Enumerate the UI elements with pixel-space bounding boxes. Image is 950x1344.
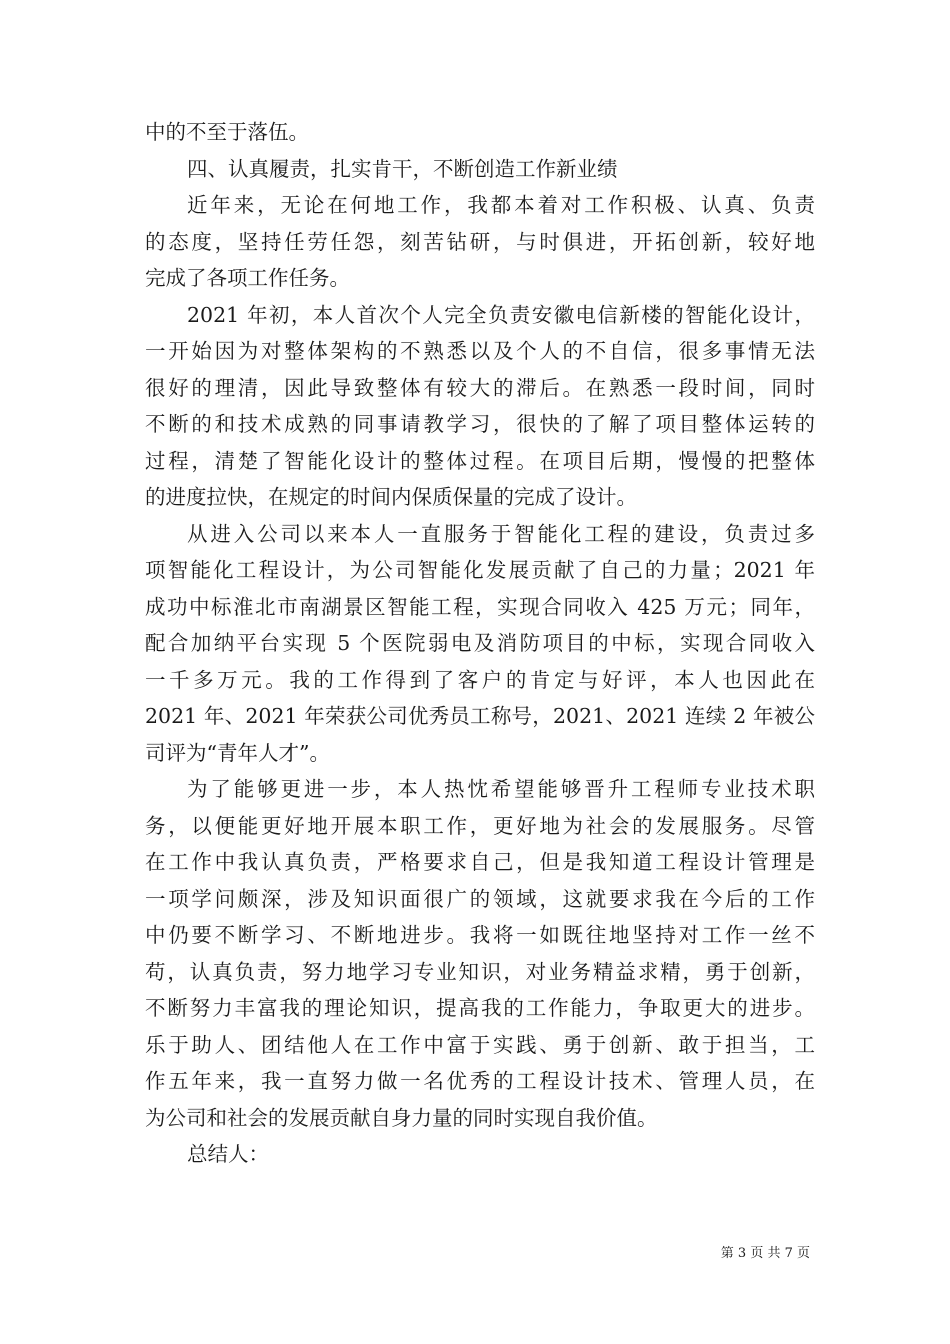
text-line: 苟，认真负责，努力地学习专业知识，对业务精益求精，勇于创新， <box>145 959 815 984</box>
text-line: 不断的和技术成熟的同事请教学习，很快的了解了项目整体运转的 <box>145 412 815 436</box>
text-line: 司评为“青年人才”。 <box>145 740 330 765</box>
text-line: 2021 年、2021 年荣获公司优秀员工称号，2021、2021 连续 2 年被公 <box>145 704 815 728</box>
text-line: 完成了各项工作任务。 <box>145 266 350 290</box>
text-line: 一项学问颇深，涉及知识面很广的领域，这就要求我在今后的工作 <box>145 886 815 911</box>
text-line: 2021 年初，本人首次个人完全负责安徽电信新楼的智能化设计， <box>187 302 815 327</box>
text-line: 近年来，无论在何地工作，我都本着对工作积极、认真、负责 <box>187 193 815 217</box>
text-line: 作五年来，我一直努力做一名优秀的工程设计技术、管理人员，在 <box>145 1069 815 1093</box>
text-line: 很好的理清，因此导致整体有较大的滞后。在熟悉一段时间，同时 <box>145 375 815 400</box>
text-line: 的进度拉快，在规定的时间内保质保量的完成了设计。 <box>145 485 637 509</box>
text-line: 不断努力丰富我的理论知识，提高我的工作能力，争取更大的进步。 <box>145 996 815 1020</box>
document-body <box>145 114 815 1173</box>
text-line: 总结人： <box>187 1142 269 1166</box>
text-line: 一开始因为对整体架构的不熟悉以及个人的不自信，很多事情无法 <box>145 339 815 363</box>
text-line: 过程，清楚了智能化设计的整体过程。在项目后期，慢慢的把整体 <box>145 448 815 473</box>
text-line: 为了能够更进一步，本人热忱希望能够晋升工程师专业技术职 <box>187 777 815 801</box>
text-line: 从进入公司以来本人一直服务于智能化工程的建设，负责过多 <box>187 521 815 546</box>
text-line: 的态度，坚持任劳任怨，刻苦钻研，与时俱进，开拓创新，较好地 <box>145 229 815 254</box>
text-line: 为公司和社会的发展贡献自身力量的同时实现自我价值。 <box>145 1105 658 1130</box>
page-number-footer: 第 3 页 共 7 页 <box>720 1246 810 1261</box>
text-line: 四、认真履责，扎实肯干，不断创造工作新业绩 <box>187 156 618 181</box>
text-line: 务，以便能更好地开展本职工作，更好地为社会的发展服务。尽管 <box>145 813 815 838</box>
text-line: 中仍要不断学习、不断地进步。我将一如既往地坚持对工作一丝不 <box>145 923 815 947</box>
text-line: 配合加纳平台实现 5 个医院弱电及消防项目的中标，实现合同收入 <box>145 631 815 655</box>
text-line: 项智能化工程设计，为公司智能化发展贡献了自己的力量；2021 年 <box>145 558 815 582</box>
text-line: 在工作中我认真负责，严格要求自己，但是我知道工程设计管理是 <box>145 850 815 874</box>
text-line: 中的不至于落伍。 <box>145 120 309 144</box>
text-line: 一千多万元。我的工作得到了客户的肯定与好评，本人也因此在 <box>145 667 815 692</box>
text-line: 成功中标淮北市南湖景区智能工程，实现合同收入 425 万元；同年， <box>145 594 815 619</box>
text-line: 乐于助人、团结他人在工作中富于实践、勇于创新、敢于担当，工 <box>145 1032 815 1057</box>
